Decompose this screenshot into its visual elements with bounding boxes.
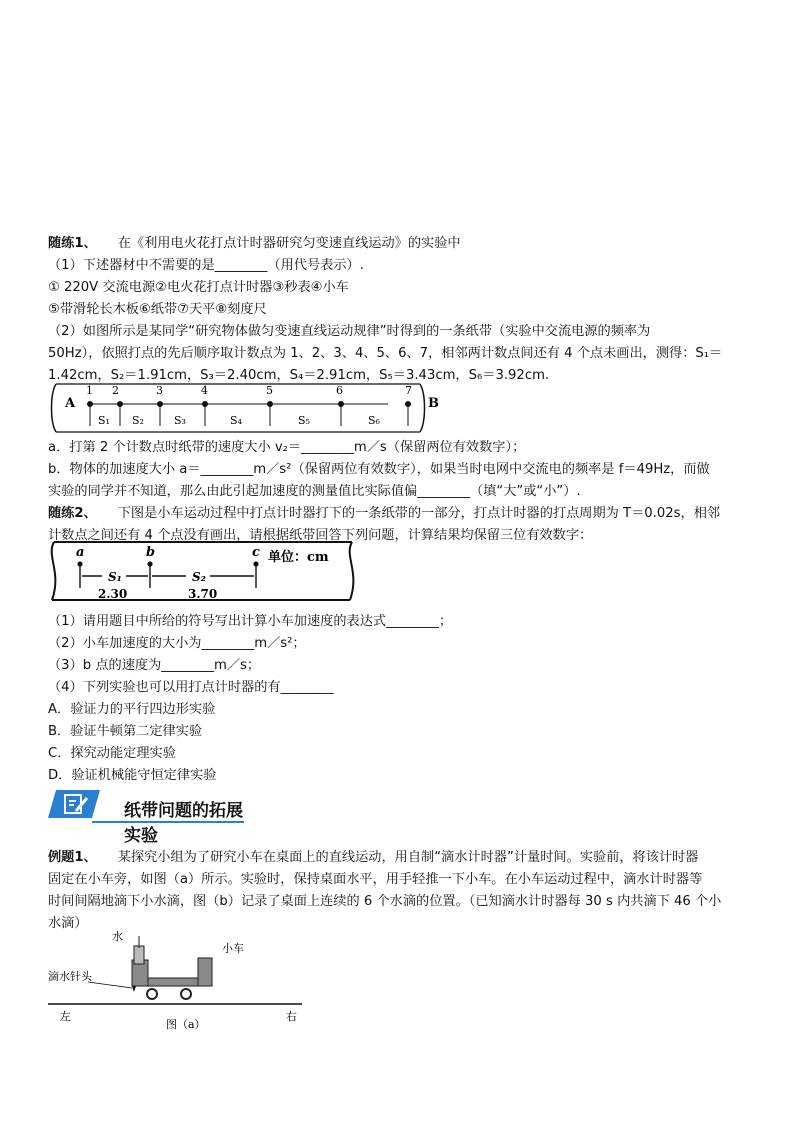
example1-line1 (48, 848, 698, 868)
tape2-point-a: a (76, 545, 85, 560)
exercise2-q4: （4）下列实验也可以用打点计时器的有________ (48, 680, 334, 695)
figure-label-needle: 滴水针头 (48, 970, 92, 983)
tape-seg-1: S₁ (98, 414, 110, 427)
tape-end-b: B (428, 396, 439, 411)
exercise1-items2: ⑤带滑轮长木板⑥纸带⑦天平⑧刻度尺 (48, 302, 267, 317)
tape-point-5: 5 (266, 384, 273, 397)
exercise1-label: 随练1、 (48, 236, 97, 251)
exercise2-q2: （2）小车加速度的大小为________m／s²； (48, 636, 306, 651)
example1-label: 例题1、 (48, 850, 97, 865)
tape-point-3: 3 (156, 384, 163, 397)
exercise1-qb1: b．物体的加速度大小 a＝________m／s²（保留两位有效数字），如果当时电网中交流电的频率是 f＝49Hz，而做 (48, 462, 710, 477)
tape2-s1: S₁ (108, 570, 122, 584)
tape-point-2: 2 (112, 384, 119, 397)
figure-label-car: 小车 (222, 942, 244, 955)
exercise2-option-c: C．探究动能定理实验 (48, 746, 176, 761)
tape2-unit: 单位：cm (268, 550, 329, 565)
example1-text1: 某探究小组为了研究小车在桌面上的直线运动，用自制“滴水计时器”计量时间。实验前，将该计时器 (117, 850, 699, 865)
edit-icon (62, 792, 90, 816)
tape2-value-1: 2.30 (98, 587, 128, 601)
section-header (48, 788, 244, 846)
exercise2-q3: （3）b 点的速度为________m／s； (48, 658, 261, 673)
example1-line2: 固定在小车旁，如图（a）所示。实验时，保持桌面水平，用手轻推一下小车。在小车运动过程中，滴水计时器等 (48, 872, 703, 887)
tape-end-a: A (65, 396, 76, 411)
paper-tape-figure-2 (46, 538, 370, 608)
exercise2-option-b: B．验证牛顿第二定律实验 (48, 724, 203, 739)
tape-point-1: 1 (86, 384, 93, 397)
tape-seg-3: S₃ (174, 414, 186, 427)
tape-point-4: 4 (201, 384, 208, 397)
exercise1-q2a: （2）如图所示是某同学“研究物体做匀变速直线运动规律”时得到的一条纸带（实验中交流电源的频率为 (48, 324, 651, 339)
exercise2-title-line (48, 504, 720, 524)
figure-caption: 图（a） (166, 1018, 206, 1031)
tape-seg-2: S₂ (132, 414, 144, 427)
exercise2-option-a: A．验证力的平行四边形实验 (48, 702, 216, 717)
tape-seg-5: S₅ (298, 414, 310, 427)
exercise2-q1: （1）请用题目中所给的符号写出计算小车加速度的表达式________； (48, 614, 453, 629)
exercise1-title-line (48, 234, 461, 254)
tape-seg-4: S₄ (230, 414, 242, 427)
section-title: 纸带问题的拓展实验 (124, 801, 243, 846)
figure-label-right: 右 (286, 1010, 297, 1023)
paper-tape-figure-1 (48, 380, 448, 436)
example1-line4: 水滴） (48, 916, 88, 931)
tape2-s2: S₂ (192, 570, 206, 584)
exercise1-items1: ① 220V 交流电源②电火花打点计时器③秒表④小车 (48, 280, 349, 295)
example1-line3: 时间间隔地滴下小水滴，图（b）记录了桌面上连续的 6 个水滴的位置。（已知滴水计时器每 30 s 内共滴下 46 个小 (48, 894, 722, 909)
exercise1-qa: a．打第 2 个计数点时纸带的速度大小 v₂＝________m／s（保留两位有效数字）； (48, 440, 526, 455)
tape2-value-2: 3.70 (188, 587, 218, 601)
figure-label-left: 左 (60, 1010, 71, 1023)
exercise1-qb2: 实验的同学并不知道，那么由此引起加速度的测量值比实际值偏________（填“大”或“小”）. (48, 484, 581, 499)
exercise2-title: 下图是小车运动过程中打点计时器打下的一条纸带的一部分，打点计时器的打点周期为 T＝0.02s，相邻 (117, 506, 721, 521)
tape-point-7: 7 (405, 384, 412, 397)
exercise1-q2c: 1.42cm，S₂＝1.91cm，S₃＝2.40cm，S₄＝2.91cm，S₅＝3.43cm，S₆＝3.92cm. (48, 368, 550, 383)
exercise1-q2b: 50Hz），依照打点的先后顺序取计数点为 1、2、3、4、5、6、7，相邻两计数点间还有 4 个点未画出，测得：S₁＝ (48, 346, 723, 361)
exercise1-q1: （1）下述器材中不需要的是________（用代号表示）. (48, 258, 364, 273)
exercise2-option-d: D．验证机械能守恒定律实验 (48, 768, 217, 783)
figure-label-water: 水 (112, 930, 123, 943)
exercise1-title: 在《利用电火花打点计时器研究匀变速直线运动》的实验中 (117, 236, 461, 251)
exercise2-title2: 计数点之间还有 4 个点没有画出，请根据纸带回答下列问题，计算结果均保留三位有效数字： (48, 528, 593, 543)
tape2-point-b: b (146, 545, 156, 560)
tape-point-6: 6 (336, 384, 343, 397)
tape2-point-c: c (252, 545, 260, 560)
exercise2-label: 随练2、 (48, 506, 97, 521)
tape-seg-6: S₆ (368, 414, 380, 427)
drip-timer-figure (48, 928, 304, 1034)
